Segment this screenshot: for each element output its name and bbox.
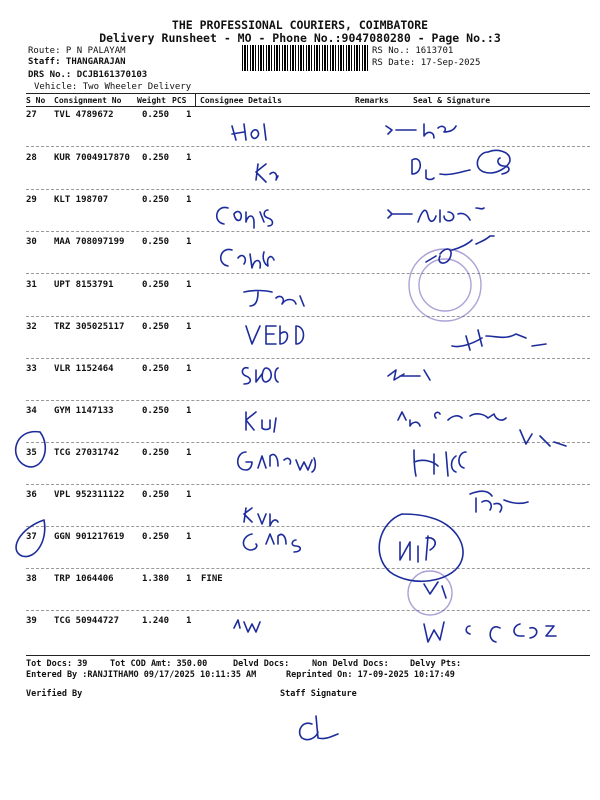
row-consignment: TRP 1064406 bbox=[54, 574, 114, 584]
row-sno: 29 bbox=[26, 195, 37, 205]
row-consignment: KLT 198707 bbox=[54, 195, 109, 205]
route-label: Route: P N PALAYAM bbox=[28, 46, 126, 56]
signature-row-27 bbox=[232, 124, 266, 140]
row-pcs: 1 bbox=[186, 280, 192, 290]
signature-row-31 bbox=[244, 291, 304, 307]
signature-row-32 bbox=[246, 326, 304, 344]
col-remarks: Remarks bbox=[355, 96, 389, 105]
row-consignment: TCG 27031742 bbox=[54, 448, 120, 458]
row-sno: 37 bbox=[26, 532, 37, 542]
row-sno: 31 bbox=[26, 280, 37, 290]
row-pcs: 1 bbox=[186, 364, 192, 374]
row-weight: 0.250 bbox=[142, 532, 170, 542]
row-weight: 0.250 bbox=[142, 364, 170, 374]
seal-signature-35 bbox=[414, 450, 466, 476]
row-pcs: 1 bbox=[186, 406, 192, 416]
col-consignment: Consignment No bbox=[54, 96, 122, 105]
staff-signature-label: Staff Signature bbox=[280, 689, 357, 699]
seal-signature-32 bbox=[452, 330, 546, 350]
row-consignment: UPT 8153791 bbox=[54, 280, 114, 290]
col-seal: Seal & Signature bbox=[413, 96, 491, 105]
col-sno: S No bbox=[26, 96, 46, 105]
rs-date: RS Date: 17-Sep-2025 bbox=[372, 58, 481, 68]
signature-row-29 bbox=[217, 207, 273, 228]
seal-signature-27 bbox=[386, 124, 456, 138]
seal-signature-37 bbox=[400, 536, 435, 562]
row-weight: 0.250 bbox=[142, 280, 170, 290]
signature-row-35 bbox=[238, 452, 316, 472]
reprinted-on: Reprinted On: 17-09-2025 10:17:49 bbox=[286, 670, 455, 680]
row-consignment: TRZ 305025117 bbox=[54, 322, 125, 332]
row-sno: 27 bbox=[26, 110, 37, 120]
signature-row-28 bbox=[256, 164, 278, 182]
row-pcs: 1 bbox=[186, 532, 192, 542]
signature-row-30 bbox=[221, 249, 274, 268]
seal-signature-36 bbox=[470, 491, 528, 512]
row-consignment: TVL 4789672 bbox=[54, 110, 114, 120]
circle-mark-37 bbox=[16, 520, 45, 557]
signature-row-33 bbox=[242, 368, 278, 384]
rs-number: RS No.: 1613701 bbox=[372, 46, 454, 56]
row-sno: 34 bbox=[26, 406, 37, 416]
row-consignee: FINE bbox=[201, 574, 223, 584]
signature-row-39 bbox=[234, 620, 260, 632]
row-pcs: 1 bbox=[186, 195, 192, 205]
row-sno: 38 bbox=[26, 574, 37, 584]
drs-label: DRS No.: DCJB161370103 bbox=[28, 70, 148, 80]
total-cod-amount: Tot COD Amt: 350.00 bbox=[110, 659, 208, 669]
row-pcs: 1 bbox=[186, 616, 192, 626]
non-delivered-docs: Non Delvd Docs: bbox=[312, 659, 389, 669]
seal-signature-28 bbox=[412, 150, 510, 179]
staff-label: Staff: THANGARAJAN bbox=[28, 57, 126, 67]
row-weight: 0.250 bbox=[142, 448, 170, 458]
row-sno: 32 bbox=[26, 322, 37, 332]
row-consignment: VLR 1152464 bbox=[54, 364, 114, 374]
total-docs: Tot Docs: 39 bbox=[26, 659, 88, 669]
stamp-seal-inner bbox=[419, 259, 471, 311]
row-pcs: 1 bbox=[186, 574, 192, 584]
company-title: THE PROFESSIONAL COURIERS, COIMBATORE bbox=[171, 18, 429, 32]
seal-signature-29 bbox=[388, 208, 484, 222]
row-weight: 0.250 bbox=[142, 322, 170, 332]
vehicle-label: Vehicle: Two Wheeler Delivery bbox=[34, 82, 192, 92]
row-sno: 33 bbox=[26, 364, 37, 374]
row-sno: 39 bbox=[26, 616, 37, 626]
row-weight: 0.250 bbox=[142, 195, 170, 205]
row-sno: 35 bbox=[26, 448, 37, 458]
row-weight: 1.380 bbox=[142, 574, 170, 584]
row-pcs: 1 bbox=[186, 110, 192, 120]
staff-signature bbox=[300, 716, 338, 740]
seal-signature-38 bbox=[424, 582, 446, 598]
row-consignment: GGN 901217619 bbox=[54, 532, 125, 542]
row-consignment: VPL 952311122 bbox=[54, 490, 125, 500]
row-sno: 30 bbox=[26, 237, 37, 247]
seal-signature-37-circle bbox=[379, 514, 463, 581]
row-weight: 0.250 bbox=[142, 490, 170, 500]
circle-mark-35 bbox=[16, 432, 46, 467]
entered-by: Entered By :RANJITHAMO 09/17/2025 10:11:35 AM bbox=[26, 670, 257, 680]
row-weight: 1.240 bbox=[142, 616, 170, 626]
row-consignment: KUR 7004917870 bbox=[54, 153, 130, 163]
stamp-seal bbox=[409, 249, 481, 321]
row-pcs: 1 bbox=[186, 322, 192, 332]
runsheet-subtitle: Delivery Runsheet - MO - Phone No.:9047080280 - Page No.:3 bbox=[99, 31, 501, 45]
row-weight: 0.250 bbox=[142, 153, 170, 163]
col-weight: Weight bbox=[137, 96, 166, 105]
seal-signature-34 bbox=[398, 412, 566, 446]
signature-row-34 bbox=[246, 412, 276, 432]
row-pcs: 1 bbox=[186, 448, 192, 458]
row-pcs: 1 bbox=[186, 153, 192, 163]
verified-by: Verified By bbox=[26, 689, 83, 699]
seal-signature-39 bbox=[424, 622, 556, 642]
row-weight: 0.250 bbox=[142, 237, 170, 247]
row-pcs: 1 bbox=[186, 490, 192, 500]
row-pcs: 1 bbox=[186, 237, 192, 247]
row-consignment: MAA 708097199 bbox=[54, 237, 125, 247]
row-consignment: GYM 1147133 bbox=[54, 406, 114, 416]
row-sno: 28 bbox=[26, 153, 37, 163]
row-weight: 0.250 bbox=[142, 406, 170, 416]
signature-row-37 bbox=[243, 534, 300, 552]
row-consignment: TCG 50944727 bbox=[54, 616, 120, 626]
row-sno: 36 bbox=[26, 490, 37, 500]
col-consignee: Consignee Details bbox=[200, 96, 282, 105]
row-weight: 0.250 bbox=[142, 110, 170, 120]
delivery-points: Delvy Pts: bbox=[410, 659, 462, 669]
delivered-docs: Delvd Docs: bbox=[233, 659, 290, 669]
seal-signature-33 bbox=[388, 370, 430, 380]
col-pcs: PCS bbox=[172, 96, 187, 105]
signature-row-36 bbox=[244, 508, 278, 526]
